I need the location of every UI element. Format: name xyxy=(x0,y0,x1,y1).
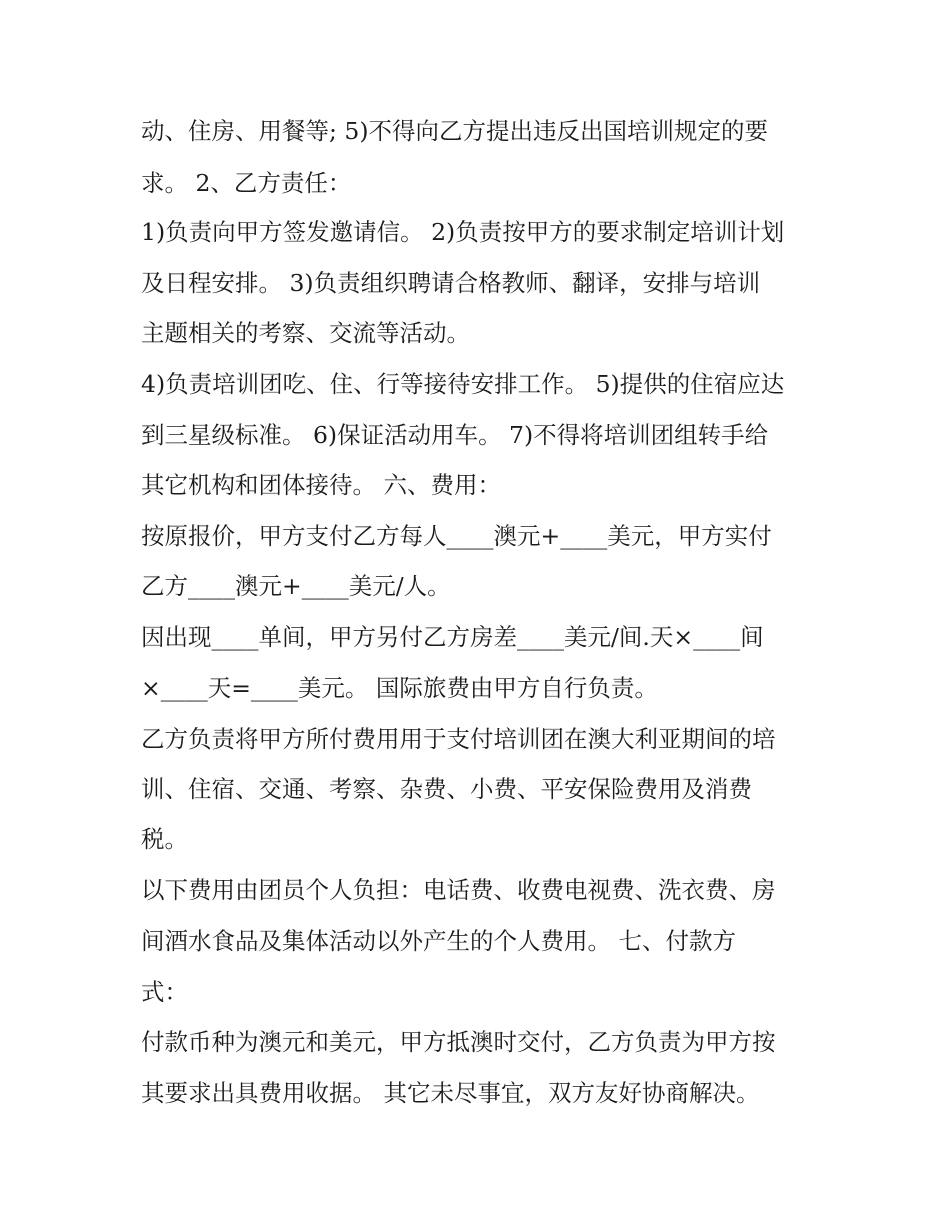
text-line: 求。 2、乙方责任： xyxy=(141,169,352,197)
text-line: 税。 xyxy=(141,825,188,853)
text-line: 式： xyxy=(141,978,188,1006)
text-line: 动、住房、用餐等; 5)不得向乙方提出违反出国培训规定的要 xyxy=(141,117,769,145)
text-line: 间酒水食品及集体活动以外产生的个人费用。 七、付款方 xyxy=(141,927,736,955)
text-line: 1)负责向甲方签发邀请信。 2)负责按甲方的要求制定培训计划 xyxy=(141,218,785,246)
text-line: 其要求出具费用收据。 其它未尽事宜，双方友好协商解决。 xyxy=(141,1079,760,1107)
text-line: 因出现____单间，甲方另付乙方房差____美元/间.天×____间 xyxy=(141,623,764,651)
text-line: 其它机构和团体接待。 六、费用： xyxy=(141,471,501,499)
text-line: 到三星级标准。 6)保证活动用车。 7)不得将培训团组转手给 xyxy=(141,421,769,449)
text-line: 付款币种为澳元和美元，甲方抵澳时交付，乙方负责为甲方按 xyxy=(141,1028,776,1056)
text-line: 乙方____澳元+____美元/人。 xyxy=(141,572,451,600)
text-line: 主题相关的考察、交流等活动。 xyxy=(141,319,470,347)
text-line: 4)负责培训团吃、住、行等接待安排工作。 5)提供的住宿应达 xyxy=(141,370,785,398)
text-line: ×____天=____美元。 国际旅费由甲方自行负责。 xyxy=(141,674,658,702)
text-line: 以下费用由团员个人负担：电话费、收费电视费、洗衣费、房 xyxy=(141,876,776,904)
text-line: 按原报价，甲方支付乙方每人____澳元+____美元，甲方实付 xyxy=(141,522,772,550)
text-line: 及日程安排。 3)负责组织聘请合格教师、翻译，安排与培训 xyxy=(141,269,761,297)
text-line: 训、住宿、交通、考察、杂费、小费、平安保险费用及消费 xyxy=(141,775,752,803)
text-line: 乙方负责将甲方所付费用用于支付培训团在澳大利亚期间的培 xyxy=(141,725,776,753)
